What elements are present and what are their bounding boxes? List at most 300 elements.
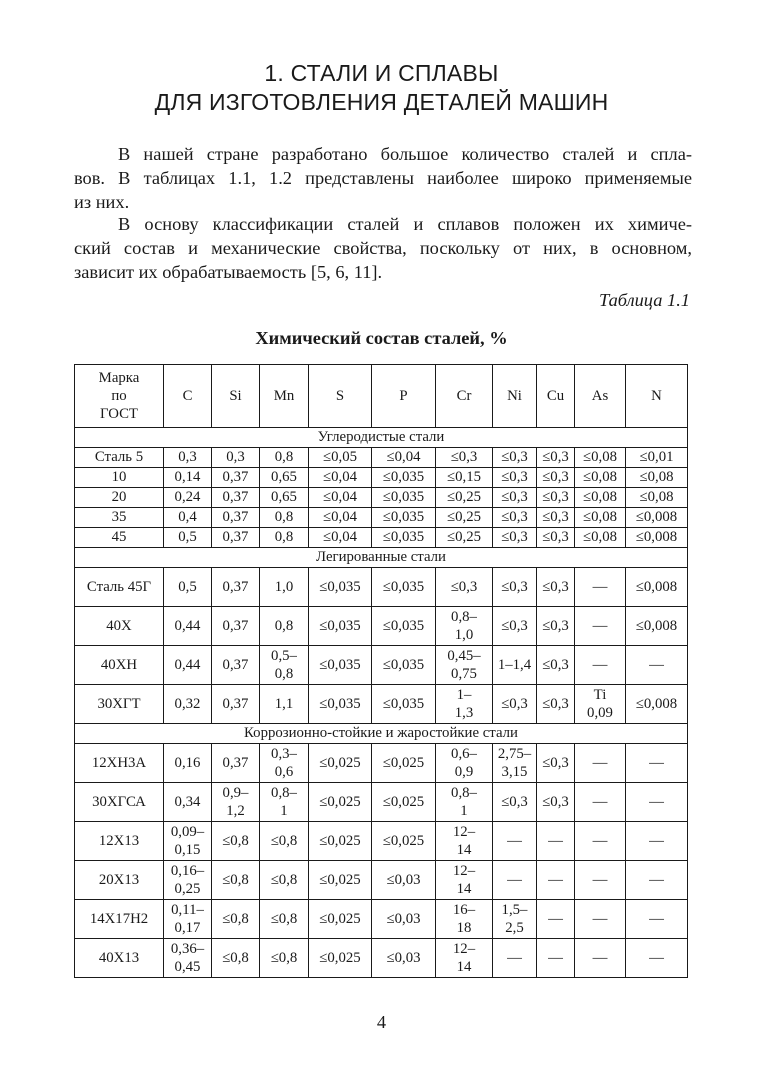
value-cell <box>575 508 626 528</box>
cell-text: 0,14 <box>174 469 201 485</box>
value-cell <box>309 568 372 607</box>
cell-text: ≤0,025 <box>319 755 361 771</box>
cell-text: ≤0,8 <box>270 833 298 849</box>
cell-text: ≤0,3 <box>450 579 478 595</box>
value-cell <box>537 568 575 607</box>
value-cell <box>372 607 436 646</box>
value-cell <box>436 528 493 548</box>
cell-text: 0,8 <box>274 666 294 682</box>
cell-text: 0,8– <box>451 609 477 625</box>
cell-text: 0,16 <box>174 755 201 771</box>
value-cell <box>436 488 493 508</box>
grade-cell <box>75 607 164 646</box>
cell-text: 0,5– <box>271 648 297 664</box>
value-cell <box>164 900 212 939</box>
value-cell <box>309 783 372 822</box>
grade-cell <box>75 568 164 607</box>
value-cell <box>260 900 309 939</box>
value-cell <box>575 488 626 508</box>
cell-text: 1,1 <box>274 696 294 712</box>
table-header-row <box>75 365 688 428</box>
value-cell <box>626 939 688 978</box>
cell-text: ≤0,025 <box>319 950 361 966</box>
table-row <box>75 744 688 783</box>
table-row <box>75 646 688 685</box>
value-cell <box>436 861 493 900</box>
cell-text: ≤0,025 <box>319 833 361 849</box>
value-cell <box>164 448 212 468</box>
cell-text: ≤0,035 <box>319 696 361 712</box>
cell-text: 0,37 <box>222 657 249 673</box>
value-cell <box>493 528 537 548</box>
value-cell <box>164 468 212 488</box>
value-cell <box>260 508 309 528</box>
cell-text: 0,37 <box>222 755 249 771</box>
paragraph-2 <box>74 213 692 284</box>
value-cell <box>212 822 260 861</box>
value-cell <box>575 528 626 548</box>
value-cell <box>212 939 260 978</box>
cell-text: 0,17 <box>174 920 201 936</box>
paragraph-1 <box>74 143 692 214</box>
cell-text: — <box>649 755 664 771</box>
cell-text: ≤0,3 <box>450 449 478 465</box>
cell-text: 45 <box>111 529 127 545</box>
cell-text: ≤0,8 <box>270 950 298 966</box>
cell-text: ≤0,035 <box>382 469 425 485</box>
cell-text: ≤0,3 <box>501 618 528 634</box>
value-cell <box>436 685 493 724</box>
cell-text: ≤0,3 <box>542 794 569 810</box>
cell-text: — <box>592 833 608 849</box>
text-line: зависит их обрабатываемость [5, 6, 11]. <box>74 261 383 282</box>
value-cell <box>626 685 688 724</box>
value-cell <box>212 744 260 783</box>
section-title: Легированные стали <box>75 548 688 568</box>
value-cell <box>309 646 372 685</box>
cell-text: 0,6 <box>274 764 294 780</box>
value-cell <box>626 468 688 488</box>
value-cell <box>436 468 493 488</box>
header-cell <box>75 365 164 428</box>
table-row <box>75 822 688 861</box>
cell-text: ≤0,035 <box>382 579 425 595</box>
chapter-title-line-2: ДЛЯ ИЗГОТОВЛЕНИЯ ДЕТАЛЕЙ МАШИН <box>154 89 609 115</box>
cell-text: 0,5 <box>178 529 197 545</box>
value-cell <box>626 783 688 822</box>
cell-text: ≤0,08 <box>582 449 617 465</box>
value-cell <box>212 685 260 724</box>
value-cell <box>537 607 575 646</box>
value-cell <box>436 646 493 685</box>
table-row <box>75 607 688 646</box>
cell-text: ≤0,8 <box>270 872 298 888</box>
value-cell <box>575 861 626 900</box>
value-cell <box>626 861 688 900</box>
cell-text: 35 <box>111 509 127 525</box>
header-cell: S <box>309 365 372 428</box>
value-cell <box>493 685 537 724</box>
header-text: ГОСТ <box>100 406 138 422</box>
grade-cell <box>75 939 164 978</box>
cell-text: ≤0,04 <box>322 469 357 485</box>
table-row <box>75 568 688 607</box>
value-cell <box>626 900 688 939</box>
cell-text: 1 <box>460 803 468 819</box>
cell-text: ≤0,3 <box>501 794 528 810</box>
value-cell <box>372 468 436 488</box>
value-cell <box>493 822 537 861</box>
value-cell <box>436 900 493 939</box>
cell-text: 0,9– <box>222 785 249 801</box>
cell-text: 14Х17Н2 <box>89 911 149 927</box>
value-cell <box>309 448 372 468</box>
cell-text: 0,65 <box>271 469 297 485</box>
cell-text: ≤0,035 <box>319 579 361 595</box>
value-cell <box>575 468 626 488</box>
value-cell <box>493 607 537 646</box>
cell-text: 0,37 <box>222 529 249 545</box>
cell-text: ≤0,008 <box>635 696 678 712</box>
value-cell <box>372 939 436 978</box>
cell-text: 40Х13 <box>98 950 140 966</box>
value-cell <box>260 744 309 783</box>
cell-text: ≤0,3 <box>542 579 569 595</box>
value-cell <box>309 861 372 900</box>
text-line: В нашей стране разработано большое количество сталей и спла- <box>118 144 692 164</box>
value-cell <box>212 861 260 900</box>
value-cell <box>372 783 436 822</box>
cell-text: ≤0,08 <box>582 529 617 545</box>
cell-text: 0,65 <box>271 489 297 505</box>
value-cell <box>260 448 309 468</box>
cell-text: ≤0,04 <box>386 449 421 465</box>
grade-cell <box>75 508 164 528</box>
cell-text: 10 <box>111 469 127 485</box>
header-cell: Cu <box>537 365 575 428</box>
cell-text: 1 <box>280 803 288 819</box>
value-cell <box>493 646 537 685</box>
cell-text: 0,37 <box>222 618 249 634</box>
value-cell <box>164 528 212 548</box>
value-cell <box>309 939 372 978</box>
text-line: ский состав и механические свойства, поскольку от них, в основном, <box>74 237 692 258</box>
cell-text: ≤0,3 <box>542 489 569 505</box>
cell-text: ≤0,3 <box>542 509 569 525</box>
value-cell <box>164 646 212 685</box>
cell-text: Ti <box>593 687 607 703</box>
cell-text: 14 <box>456 881 472 897</box>
value-cell <box>626 488 688 508</box>
value-cell <box>164 822 212 861</box>
value-cell <box>164 685 212 724</box>
cell-text: 12ХН3А <box>91 755 147 771</box>
header-cell: Ni <box>493 365 537 428</box>
value-cell <box>537 900 575 939</box>
cell-text: 0,09– <box>170 824 205 840</box>
cell-text: 0,37 <box>222 696 249 712</box>
header-cell: Si <box>212 365 260 428</box>
cell-text: 1,5– <box>501 902 528 918</box>
value-cell <box>537 646 575 685</box>
value-cell <box>436 822 493 861</box>
cell-text: ≤0,035 <box>382 618 425 634</box>
table-row <box>75 468 688 488</box>
value-cell <box>260 488 309 508</box>
value-cell <box>164 861 212 900</box>
cell-text: ≤0,8 <box>270 911 298 927</box>
value-cell <box>537 468 575 488</box>
cell-text: 12Х13 <box>98 833 140 849</box>
value-cell <box>626 508 688 528</box>
value-cell <box>260 568 309 607</box>
cell-text: — <box>548 911 563 927</box>
cell-text: ≤0,8 <box>222 833 249 849</box>
value-cell <box>309 468 372 488</box>
value-cell <box>626 744 688 783</box>
cell-text: ≤0,3 <box>542 696 569 712</box>
cell-text: — <box>649 911 664 927</box>
header-text: по <box>111 388 127 404</box>
value-cell <box>212 528 260 548</box>
value-cell <box>493 744 537 783</box>
cell-text: 30ХГТ <box>97 696 141 712</box>
cell-text: 0,45– <box>447 648 481 664</box>
cell-text: — <box>592 794 608 810</box>
cell-text: 0,37 <box>222 469 249 485</box>
value-cell <box>575 568 626 607</box>
cell-text: 20Х13 <box>98 872 140 888</box>
value-cell <box>260 861 309 900</box>
cell-text: 0,45 <box>174 959 201 975</box>
value-cell <box>575 900 626 939</box>
cell-text: ≤0,08 <box>582 509 617 525</box>
section-title: Коррозионно-стойкие и жаростойкие стали <box>75 724 688 744</box>
value-cell <box>212 783 260 822</box>
value-cell <box>309 488 372 508</box>
value-cell <box>493 783 537 822</box>
cell-text: ≤0,08 <box>582 489 617 505</box>
value-cell <box>212 508 260 528</box>
value-cell <box>537 822 575 861</box>
value-cell <box>537 861 575 900</box>
cell-text: 20 <box>111 489 127 505</box>
cell-text: ≤0,8 <box>222 950 249 966</box>
value-cell <box>372 448 436 468</box>
cell-text: — <box>649 950 664 966</box>
cell-text: 40Х <box>106 618 132 634</box>
cell-text: ≤0,035 <box>382 657 425 673</box>
cell-text: 40ХН <box>100 657 138 673</box>
value-cell <box>575 685 626 724</box>
table-row <box>75 939 688 978</box>
value-cell <box>493 861 537 900</box>
page-number: 4 <box>376 1012 387 1032</box>
value-cell <box>372 488 436 508</box>
section-row <box>75 548 688 568</box>
value-cell <box>260 646 309 685</box>
value-cell <box>372 508 436 528</box>
grade-cell <box>75 822 164 861</box>
cell-text: 14 <box>456 842 472 858</box>
cell-text: ≤0,08 <box>582 469 617 485</box>
cell-text: 0,16– <box>170 863 205 879</box>
cell-text: ≤0,05 <box>322 449 357 465</box>
value-cell <box>493 468 537 488</box>
value-cell <box>493 568 537 607</box>
cell-text: ≤0,025 <box>319 911 361 927</box>
value-cell <box>537 685 575 724</box>
value-cell <box>260 528 309 548</box>
value-cell <box>493 900 537 939</box>
cell-text: 0,37 <box>222 579 249 595</box>
grade-cell <box>75 861 164 900</box>
value-cell <box>309 900 372 939</box>
value-cell <box>436 568 493 607</box>
cell-text: 0,44 <box>174 618 201 634</box>
table-caption: Химический состав сталей, % <box>255 328 508 348</box>
cell-text: ≤0,3 <box>501 509 528 525</box>
cell-text: 2,75– <box>497 746 532 762</box>
cell-text: 16– <box>452 902 476 918</box>
cell-text: 0,8– <box>271 785 297 801</box>
value-cell <box>164 508 212 528</box>
cell-text: 14 <box>456 959 472 975</box>
text-line: из них. <box>74 191 130 212</box>
cell-text: 1,0 <box>274 579 294 595</box>
header-cell: P <box>372 365 436 428</box>
table-row <box>75 783 688 822</box>
value-cell <box>260 822 309 861</box>
value-cell <box>212 468 260 488</box>
cell-text: ≤0,25 <box>446 509 481 525</box>
cell-text: ≤0,008 <box>635 579 678 595</box>
value-cell <box>372 744 436 783</box>
value-cell <box>260 783 309 822</box>
cell-text: ≤0,3 <box>501 696 528 712</box>
table-number: Таблица 1.1 <box>599 290 690 310</box>
value-cell <box>212 448 260 468</box>
chapter-title-line-1: 1. СТАЛИ И СПЛАВЫ <box>264 60 499 86</box>
cell-text: 0,36– <box>170 941 205 957</box>
cell-text: 0,37 <box>222 509 249 525</box>
cell-text: 0,24 <box>174 489 201 505</box>
value-cell <box>260 468 309 488</box>
cell-text: 12– <box>452 824 476 840</box>
value-cell <box>164 607 212 646</box>
value-cell <box>537 744 575 783</box>
cell-text: — <box>649 872 664 888</box>
value-cell <box>309 744 372 783</box>
value-cell <box>575 448 626 468</box>
cell-text: — <box>592 911 608 927</box>
cell-text: Сталь 45Г <box>86 579 152 595</box>
cell-text: 1,3 <box>454 705 474 721</box>
value-cell <box>436 508 493 528</box>
value-cell <box>626 822 688 861</box>
cell-text: — <box>592 755 608 771</box>
section-title: Углеродистые стали <box>75 428 688 448</box>
value-cell <box>212 568 260 607</box>
cell-text: — <box>592 950 608 966</box>
header-text: Марка <box>98 370 140 386</box>
cell-text: ≤0,15 <box>446 469 481 485</box>
cell-text: ≤0,04 <box>322 509 357 525</box>
value-cell <box>164 568 212 607</box>
cell-text: ≤0,8 <box>222 911 249 927</box>
grade-cell <box>75 783 164 822</box>
value-cell <box>537 448 575 468</box>
value-cell <box>575 939 626 978</box>
value-cell <box>212 646 260 685</box>
value-cell <box>493 508 537 528</box>
value-cell <box>164 783 212 822</box>
value-cell <box>436 783 493 822</box>
cell-text: ≤0,03 <box>386 911 421 927</box>
value-cell <box>626 646 688 685</box>
cell-text: ≤0,03 <box>386 872 421 888</box>
cell-text: — <box>548 872 563 888</box>
text-line: В основу классификации сталей и сплавов положен их химиче- <box>118 214 692 234</box>
value-cell <box>575 607 626 646</box>
cell-text: ≤0,3 <box>542 529 569 545</box>
grade-cell <box>75 488 164 508</box>
cell-text: — <box>548 833 563 849</box>
cell-text: ≤0,3 <box>542 449 569 465</box>
value-cell <box>372 568 436 607</box>
value-cell <box>493 939 537 978</box>
value-cell <box>164 744 212 783</box>
cell-text: 1–1,4 <box>497 657 532 673</box>
cell-text: 0,8– <box>451 785 477 801</box>
cell-text: ≤0,008 <box>635 529 678 545</box>
value-cell <box>309 607 372 646</box>
cell-text: — <box>649 657 664 673</box>
cell-text: 18 <box>456 920 472 936</box>
table-row <box>75 685 688 724</box>
value-cell <box>537 783 575 822</box>
header-cell: As <box>575 365 626 428</box>
cell-text: ≤0,025 <box>319 794 361 810</box>
value-cell <box>575 822 626 861</box>
cell-text: 12– <box>452 941 476 957</box>
cell-text: — <box>649 794 664 810</box>
value-cell <box>537 939 575 978</box>
cell-text: ≤0,025 <box>319 872 361 888</box>
value-cell <box>493 488 537 508</box>
cell-text: 0,15 <box>174 842 201 858</box>
cell-text: ≤0,3 <box>501 579 528 595</box>
value-cell <box>626 568 688 607</box>
cell-text: ≤0,035 <box>382 489 425 505</box>
cell-text: Сталь 5 <box>94 449 144 465</box>
cell-text: ≤0,3 <box>501 469 528 485</box>
value-cell <box>436 607 493 646</box>
value-cell <box>436 448 493 468</box>
value-cell <box>372 646 436 685</box>
value-cell <box>212 488 260 508</box>
cell-text: ≤0,035 <box>319 618 361 634</box>
grade-cell <box>75 900 164 939</box>
cell-text: — <box>649 833 664 849</box>
value-cell <box>372 822 436 861</box>
cell-text: ≤0,3 <box>501 529 528 545</box>
value-cell <box>164 939 212 978</box>
cell-text: 0,75 <box>451 666 477 682</box>
cell-text: ≤0,3 <box>542 657 569 673</box>
value-cell <box>372 685 436 724</box>
value-cell <box>575 744 626 783</box>
